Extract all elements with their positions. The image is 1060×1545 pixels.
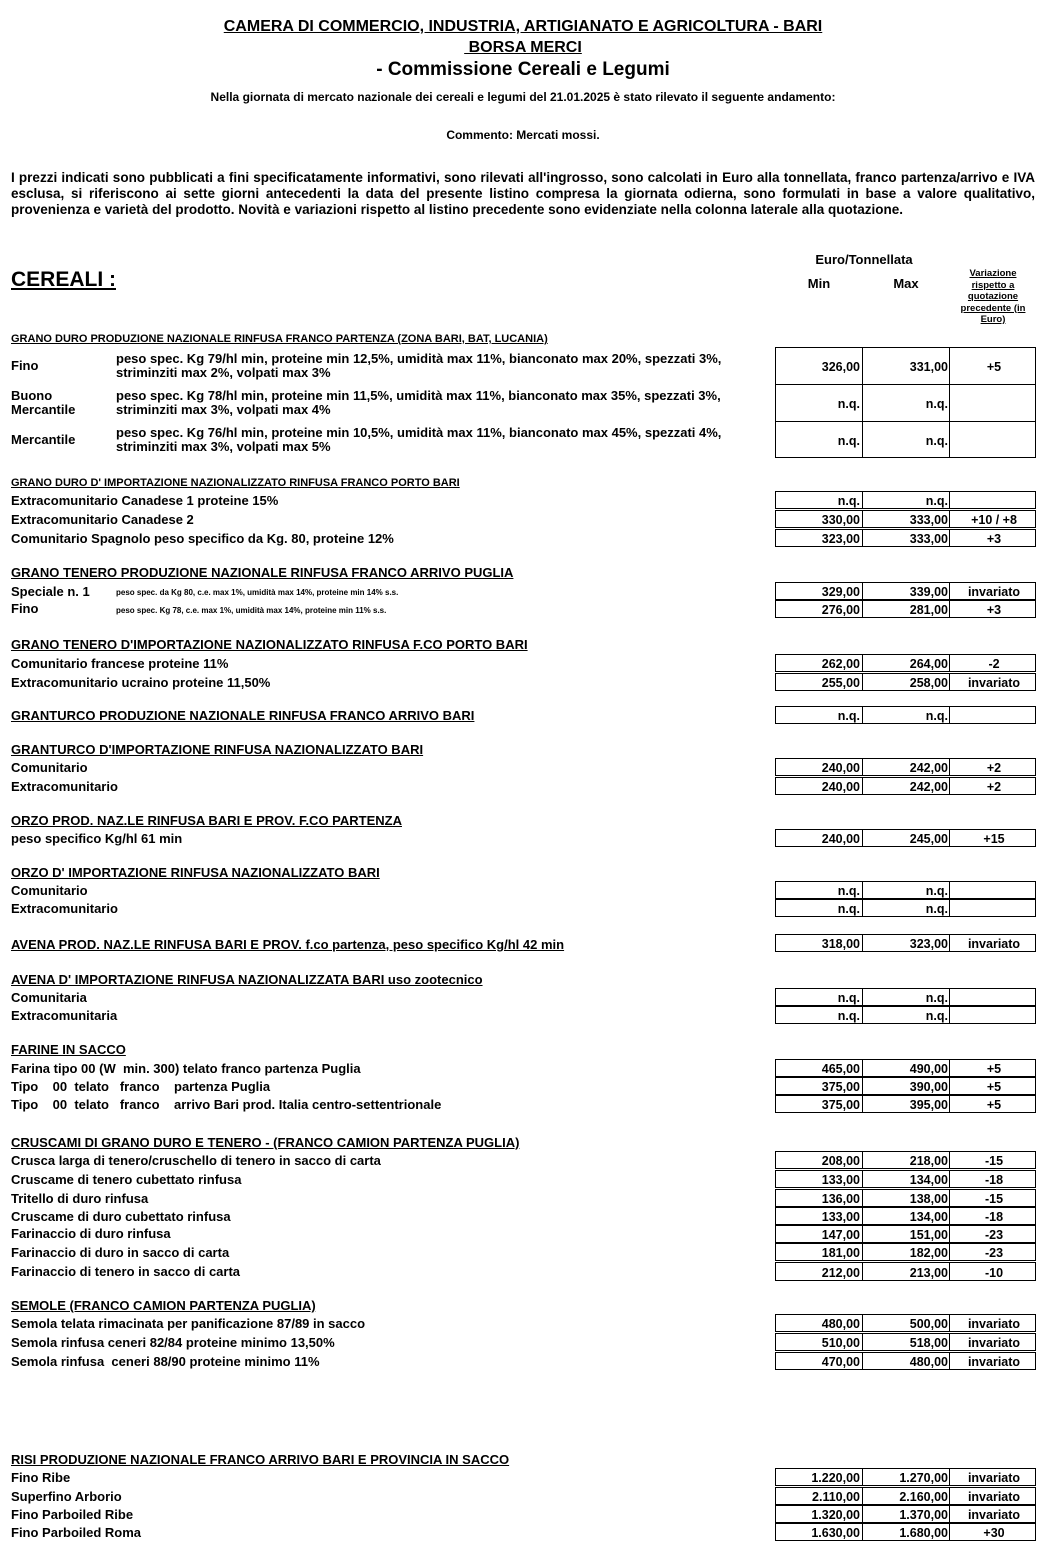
section-title: GRANO TENERO PRODUZIONE NAZIONALE RINFUSA FRANCO ARRIVO PUGLIA [11,565,514,580]
price-max: 242,00 [909,761,948,775]
product-label: Speciale n. 1 [11,584,90,599]
price-min: 323,00 [821,532,860,546]
price-min: 1.630,00 [811,1526,860,1540]
price-variation: invariato [967,1317,1021,1331]
price-max: 134,00 [909,1173,948,1187]
price-row [775,934,1036,952]
price-min: 240,00 [821,832,860,846]
price-min: 510,00 [821,1336,860,1350]
market-comment: Commento: Mercati mossi. [446,128,600,142]
price-min: 465,00 [821,1062,860,1076]
price-variation: invariato [967,1471,1021,1485]
product-label: Extracomunitaria [11,1008,118,1023]
price-variation: +2 [986,761,1002,775]
price-row [775,1095,1036,1113]
product-label: Semola rinfusa ceneri 82/84 proteine minimo 13,50% [11,1335,335,1350]
price-row [775,1207,1036,1225]
unit-header: Euro/Tonnellata [815,252,913,267]
price-row [775,582,1036,600]
price-min: 480,00 [821,1317,860,1331]
price-min: n.q. [837,494,860,508]
price-row [775,510,1036,528]
price-row [775,1059,1036,1077]
product-label: Fino Parboiled Roma [11,1525,142,1540]
price-min: 208,00 [821,1154,860,1168]
product-label: Farina tipo 00 (W min. 300) telato franco partenza Puglia [11,1061,361,1076]
price-row [775,881,1036,899]
price-min: 240,00 [821,761,860,775]
product-label: peso specifico Kg/hl 61 min [11,831,183,846]
section-title: GRANO DURO D' IMPORTAZIONE NAZIONALIZZATO RINFUSA FRANCO PORTO BARI [11,477,460,489]
price-row [775,829,1036,847]
price-max: 182,00 [909,1246,948,1260]
product-description: peso spec. Kg 78, c.e. max 1%, umidità max 14%, proteine min 11% s.s. [116,606,387,615]
price-max: n.q. [925,434,948,448]
price-min: 255,00 [821,676,860,690]
product-label: Comunitario Spagnolo peso specifico da Kg. 80, proteine 12% [11,531,394,546]
price-row [775,1314,1036,1332]
price-variation: invariato [967,1508,1021,1522]
borsa-merci-title: BORSA MERCI [464,39,582,56]
price-row [775,706,1036,724]
section-title: GRANO TENERO D'IMPORTAZIONE NAZIONALIZZATO RINFUSA F.CO PORTO BARI [11,637,528,652]
price-row [775,600,1036,618]
product-label: Tipo 00 telato franco partenza Puglia [11,1079,271,1094]
section-title: CRUSCAMI DI GRANO DURO E TENERO - (FRANCO CAMION PARTENZA PUGLIA) [11,1135,520,1150]
section-title: ORZO PROD. NAZ.LE RINFUSA BARI E PROV. F.CO PARTENZA [11,813,402,828]
price-max: 331,00 [909,360,948,374]
product-label: Tipo 00 telato franco arrivo Bari prod. Italia centro-settentrionale [11,1097,442,1112]
price-variation: +3 [986,532,1002,546]
price-row [775,529,1036,547]
price-max: 2.160,00 [899,1490,948,1504]
product-label: Extracomunitario Canadese 2 [11,512,194,527]
section-title: SEMOLE (FRANCO CAMION PARTENZA PUGLIA) [11,1298,316,1313]
price-row [775,491,1036,509]
price-min: 375,00 [821,1098,860,1112]
product-label: Buono Mercantile [11,388,76,417]
price-row [775,673,1036,691]
price-row [775,988,1036,1006]
price-min: n.q. [837,884,860,898]
product-label: Fino Ribe [11,1470,71,1485]
price-row [775,1243,1036,1261]
product-label: Tritello di duro rinfusa [11,1191,149,1206]
price-row [775,1189,1036,1207]
price-row [775,1170,1036,1188]
price-variation: invariato [967,1490,1021,1504]
price-variation: +3 [986,603,1002,617]
price-variation: invariato [967,585,1021,599]
min-header: Min [807,276,831,291]
product-description: peso spec. Kg 79/hl min, proteine min 12,5%, umidità max 11%, bianconato max 20%, spezzati 3%, striminziti max 2%, volpati max 3% [116,351,722,380]
price-variation: +10 / +8 [971,513,1017,527]
price-min: 262,00 [821,657,860,671]
price-min: n.q. [837,397,860,411]
price-max: 490,00 [909,1062,948,1076]
price-min: 326,00 [821,360,860,374]
price-row [775,1352,1036,1370]
price-max: 323,00 [909,937,948,951]
price-row [775,1225,1036,1243]
price-row [775,1006,1036,1024]
product-description: peso spec. Kg 78/hl min, proteine min 11,5%, umidità max 11%, bianconato max 35%, spezzati 3%, striminziti max 3%, volpati max 4% [116,388,721,417]
chamber-title: CAMERA DI COMMERCIO, INDUSTRIA, ARTIGIANATO E AGRICOLTURA - BARI [223,18,823,35]
price-row [775,1468,1036,1486]
price-row [775,1487,1036,1505]
price-max: 134,00 [909,1210,948,1224]
price-row [775,1262,1036,1281]
price-max: 333,00 [909,532,948,546]
price-variation: -15 [984,1192,1004,1206]
section-title: ORZO D' IMPORTAZIONE RINFUSA NAZIONALIZZATO BARI [11,865,380,880]
price-variation: -23 [984,1228,1004,1242]
price-variation: -10 [984,1266,1004,1280]
price-max: 1.680,00 [899,1526,948,1540]
price-min: 2.110,00 [812,1490,860,1504]
price-max: n.q. [925,902,948,916]
price-min: n.q. [837,434,860,448]
intro-paragraph: I prezzi indicati sono pubblicati a fini specificatamente informativi, sono rilevati all'ingrosso, sono calcolati in Euro alla tonnellata, franco partenza/arrivo e IVA esclusa, si riferiscono ai sette giorni antecedenti la data del presente listino compresa la giornata odierna, sono formulati in base a valore qualitativo, provenienza e varietà del prodotto. Novità e variazioni rispetto al listino precedente sono evidenziate nella colonna laterale alla quotazione. [11,170,1035,217]
product-label: Farinaccio di duro in sacco di carta [11,1245,230,1260]
price-max: 281,00 [909,603,948,617]
price-variation: -15 [984,1154,1004,1168]
product-label: Comunitario [11,883,88,898]
product-label: Extracomunitario Canadese 1 proteine 15% [11,493,279,508]
price-variation: -23 [984,1246,1004,1260]
price-min: n.q. [837,902,860,916]
price-max: 333,00 [909,513,948,527]
section-title: GRANTURCO D'IMPORTAZIONE RINFUSA NAZIONALIZZATO BARI [11,742,424,757]
price-max: 218,00 [909,1154,948,1168]
section-title: AVENA PROD. NAZ.LE RINFUSA BARI E PROV. f.co partenza, peso specifico Kg/hl 42 min [11,937,565,952]
product-description: peso spec. da Kg 80, c.e. max 1%, umidità max 14%, proteine min 14% s.s. [116,588,399,597]
price-variation: invariato [967,1355,1021,1369]
product-label: Semola telata rimacinata per panificazione 87/89 in sacco [11,1316,366,1331]
product-label: Extracomunitario [11,901,118,916]
price-variation: +5 [986,1062,1002,1076]
variation-header: Variazione rispetto a quotazione precedente (in Euro) [960,268,1026,325]
section-title: AVENA D' IMPORTAZIONE RINFUSA NAZIONALIZZATA BARI uso zootecnico [11,972,483,987]
price-variation: +15 [983,832,1005,846]
price-max: n.q. [925,709,948,723]
price-min: 212,00 [821,1266,860,1280]
price-max: 258,00 [909,676,948,690]
price-max: 242,00 [909,780,948,794]
price-min: 133,00 [821,1210,860,1224]
product-label: Farinaccio di duro rinfusa [11,1226,171,1241]
price-max: 500,00 [909,1317,948,1331]
price-min: n.q. [837,709,860,723]
price-variation: +5 [986,1098,1002,1112]
product-label: Fino [11,358,39,373]
price-min: 147,00 [821,1228,860,1242]
price-min: 329,00 [821,585,860,599]
price-max: 245,00 [909,832,948,846]
price-variation: +5 [986,1080,1002,1094]
price-variation: -2 [988,657,1000,671]
price-variation: -18 [984,1210,1004,1224]
commission-title: - Commissione Cereali e Legumi [376,59,670,80]
price-variation: -18 [984,1173,1004,1187]
product-label: Extracomunitario [11,779,118,794]
price-variation: +2 [986,780,1002,794]
price-variation: invariato [967,937,1021,951]
product-label: Extracomunitario ucraino proteine 11,50% [11,675,271,690]
product-label: Semola rinfusa ceneri 88/90 proteine minimo 11% [11,1354,320,1369]
price-min: 375,00 [821,1080,860,1094]
price-table [775,347,1036,458]
product-label: Farinaccio di tenero in sacco di carta [11,1264,241,1279]
price-row [775,1077,1036,1095]
price-max: 339,00 [909,585,948,599]
section-title: FARINE IN SACCO [11,1042,126,1057]
price-max: n.q. [925,1009,948,1023]
price-row [775,654,1036,672]
price-max: 480,00 [909,1355,948,1369]
price-min: 470,00 [821,1355,860,1369]
price-max: 395,00 [909,1098,948,1112]
section-title: GRANO DURO PRODUZIONE NAZIONALE RINFUSA FRANCO PARTENZA (ZONA BARI, BAT, LUCANIA) [11,333,548,345]
price-variation: invariato [967,1336,1021,1350]
price-max: 518,00 [909,1336,948,1350]
price-variation: +30 [983,1526,1005,1540]
product-label: Crusca larga di tenero/cruschello di tenero in sacco di carta [11,1153,381,1168]
price-min: 276,00 [821,603,860,617]
product-label: Cruscame di tenero cubettato rinfusa [11,1172,242,1187]
price-max: n.q. [925,991,948,1005]
section-title: RISI PRODUZIONE NAZIONALE FRANCO ARRIVO BARI E PROVINCIA IN SACCO [11,1452,510,1467]
product-label: Fino [11,601,39,616]
price-row [775,1333,1036,1351]
product-label: Comunitario [11,760,88,775]
price-min: 330,00 [821,513,860,527]
market-subtitle: Nella giornata di mercato nazionale dei cereali e legumi del 21.01.2025 è stato rilevato il seguente andamento: [210,90,836,104]
price-min: 133,00 [821,1173,860,1187]
price-row [775,1523,1036,1541]
price-max: 264,00 [909,657,948,671]
product-label: Fino Parboiled Ribe [11,1507,134,1522]
price-max: 1.270,00 [899,1471,948,1485]
product-label: Superfino Arborio [11,1489,122,1504]
price-min: 1.220,00 [811,1471,860,1485]
price-max: n.q. [925,397,948,411]
max-header: Max [893,276,919,291]
price-min: 318,00 [821,937,860,951]
price-variation: +5 [986,360,1002,374]
price-variation: invariato [967,676,1021,690]
product-label: Cruscame di duro cubettato rinfusa [11,1209,231,1224]
price-max: 213,00 [909,1266,948,1280]
product-label: Comunitaria [11,990,87,1005]
price-max: 151,00 [909,1228,948,1242]
price-row [775,758,1036,776]
price-min: 136,00 [821,1192,860,1206]
price-max: n.q. [925,494,948,508]
product-label: Mercantile [11,432,76,447]
section-title: GRANTURCO PRODUZIONE NAZIONALE RINFUSA FRANCO ARRIVO BARI [11,708,475,723]
price-max: 138,00 [909,1192,948,1206]
price-min: n.q. [837,1009,860,1023]
price-min: 240,00 [821,780,860,794]
price-row [775,899,1036,917]
price-max: 1.370,00 [899,1508,948,1522]
price-max: n.q. [925,884,948,898]
price-row [775,777,1036,795]
product-label: Comunitario francese proteine 11% [11,656,229,671]
price-row [775,1151,1036,1169]
price-min: 181,00 [821,1246,860,1260]
cereali-heading: CEREALI : [11,268,116,291]
product-description: peso spec. Kg 76/hl min, proteine min 10,5%, umidità max 11%, bianconato max 45%, spezzati 4%, striminziti max 3%, volpati max 5% [116,425,722,454]
price-min: 1.320,00 [811,1508,860,1522]
price-min: n.q. [837,991,860,1005]
price-max: 390,00 [909,1080,948,1094]
price-row [775,1505,1036,1523]
